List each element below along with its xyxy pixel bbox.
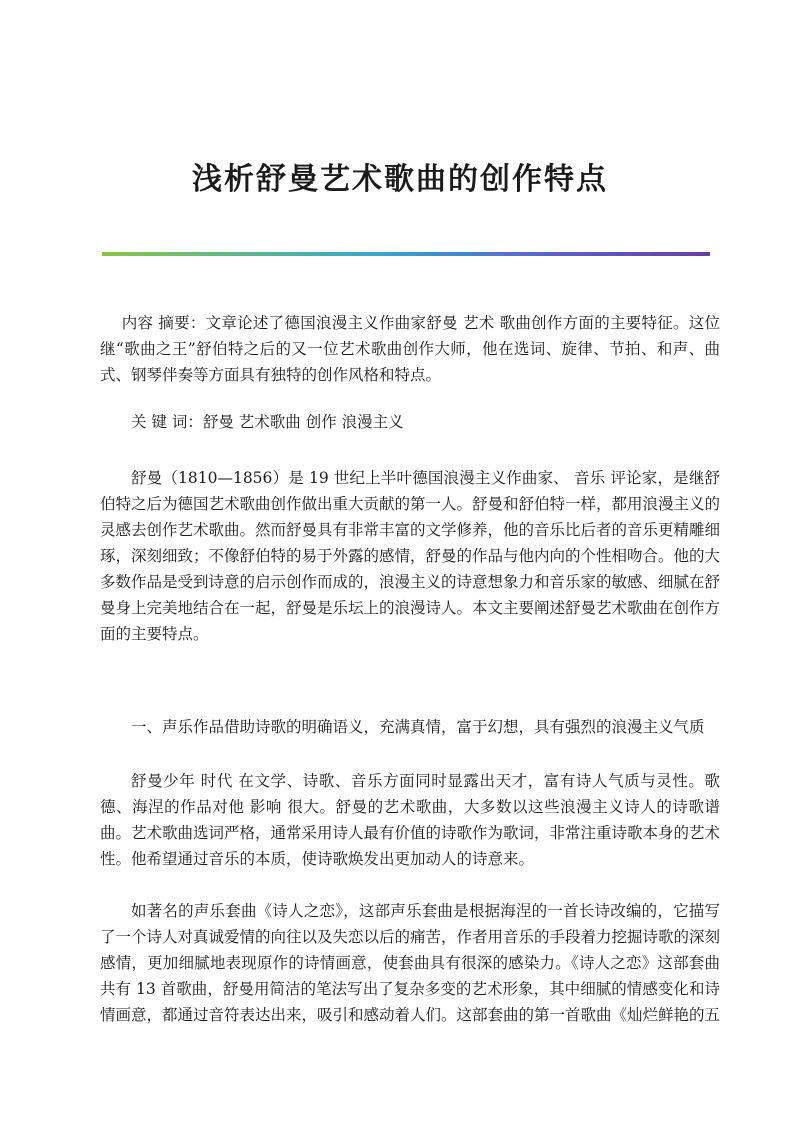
abstract-paragraph: 内容 摘要：文章论述了德国浪漫主义作曲家舒曼 艺术 歌曲创作方面的主要特征。这位继“歌曲之王”舒伯特之后的又一位艺术歌曲创作大师，他在选词、旋律、节拍、和声、曲式、钢琴伴奏等方面具有独特的创作风格和特点。 bbox=[100, 314, 720, 384]
title-divider bbox=[102, 252, 710, 256]
keywords-line: 关 键 词：舒曼 艺术歌曲 创作 浪漫主义 bbox=[131, 413, 404, 431]
body-paragraph: 舒曼少年 时代 在文学、诗歌、音乐方面同时显露出天才，富有诗人气质与灵性。歌德、海涅的作品对他 影响 很大。舒曼的艺术歌曲，大多数以这些浪漫主义诗人的诗歌谱曲。艺术歌曲选词严格，通常采用诗人最有价值的诗歌作为歌词，非常注重诗歌本身的艺术性。他希望通过音乐的本质，使诗歌焕发出更加动人的诗意来。 bbox=[100, 772, 721, 868]
intro-paragraph: 舒曼（1810—1856）是 19 世纪上半叶德国浪漫主义作曲家、 音乐 评论家，是继舒伯特之后为德国艺术歌曲创作做出重大贡献的第一人。舒曼和舒伯特一样，都用浪漫主义的灵感去创作艺术歌曲。然而舒曼具有非常丰富的文学修养，他的音乐比后者的音乐更精雕细琢，深刻细致；不像舒伯特的易于外露的感情，舒曼的作品与他内向的个性相吻合。他的大多数作品是受到诗意的启示创作而成的，浪漫主义的诗意想象力和音乐家的敏感、细腻在舒曼身上完美地结合在一起，舒曼是乐坛上的浪漫诗人。本文主要阐述舒曼艺术歌曲在创作方面的主要特点。 bbox=[100, 469, 721, 643]
section-heading: 一、声乐作品借助诗歌的明确语义，充满真情，富于幻想，具有强烈的浪漫主义气质 bbox=[131, 718, 705, 736]
document-title: 浅析舒曼艺术歌曲的创作特点 bbox=[192, 162, 608, 197]
body-paragraph: 如著名的声乐套曲《诗人之恋》，这部声乐套曲是根据海涅的一首长诗改编的，它描写了一个诗人对真诚爱情的向往以及失恋以后的痛苦，作者用音乐的手段着力挖掘诗歌的深刻感情，更加细腻地表现原作的诗情画意，使套曲具有很深的感染力。《诗人之恋》这部套曲共有 13 首歌曲，舒曼用简洁的笔法写出了复杂多变的艺术形象，其中细腻的情感变化和诗情画意，都通过音符表达出来，吸引和感动着人们。这部套曲的第一首歌曲《灿烂鲜艳的五 bbox=[100, 902, 721, 1024]
